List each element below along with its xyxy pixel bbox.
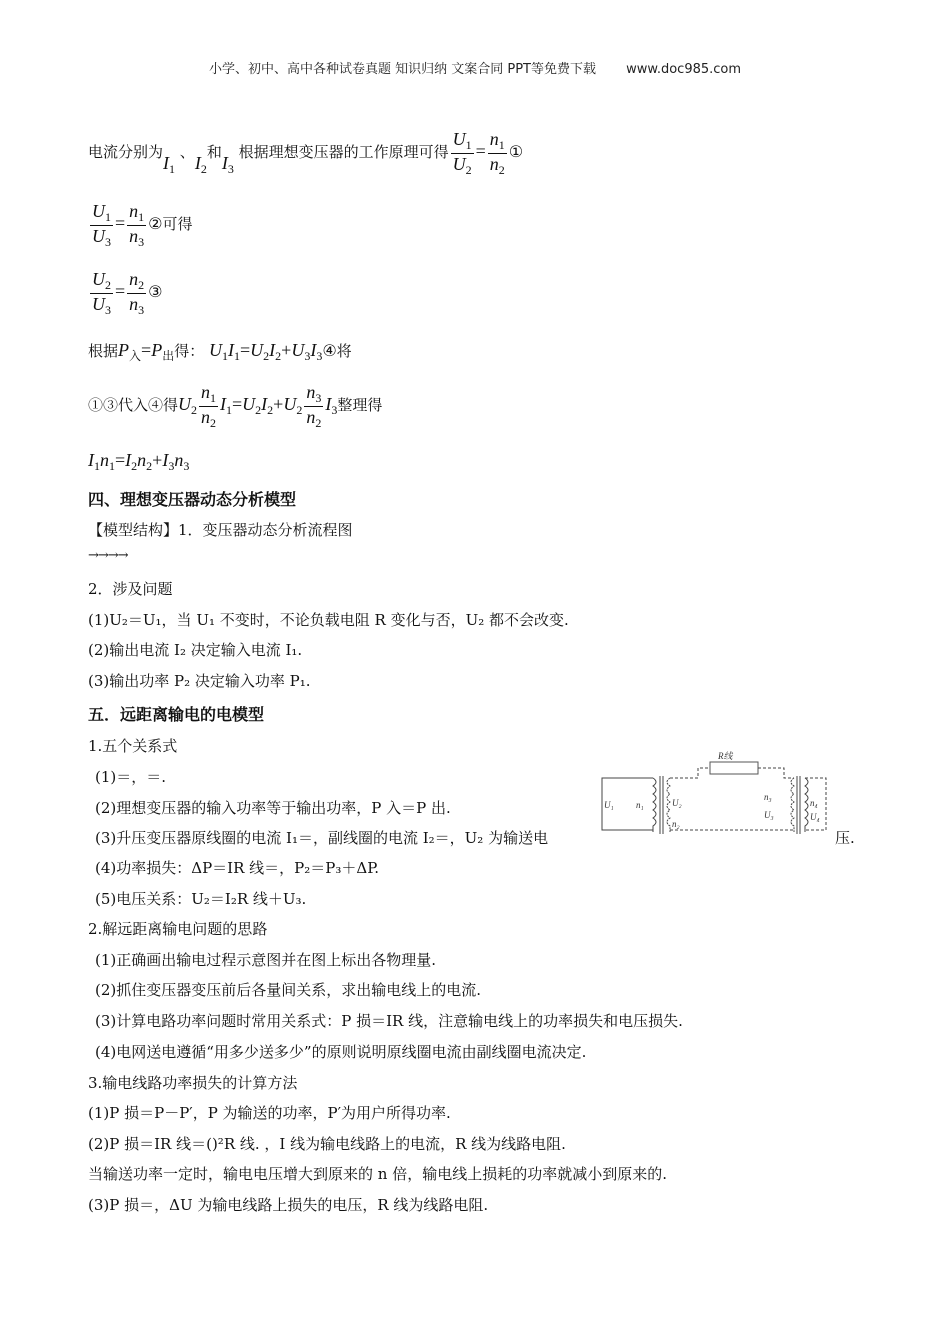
section-4-title: 四、理想变压器动态分析模型 (88, 490, 297, 509)
derivation-line-3: $\frac{U_2}{U_3}$ = $\frac{n_2}{n_3}$ ③ (92, 269, 163, 317)
approach-2: (2)抓住变压器变压前后各量间关系，求出输电线上的电流. (95, 981, 482, 999)
relation-4: (4)功率损失：ΔP＝IR 线＝，P₂＝P₃＋ΔP. (95, 859, 380, 877)
derivation-line-5: ①③代入④得$U_2$ $\frac{n_1}{n_2}$ $I_1=U_2I_2+U_2$ $\frac{n_3}{n_2}$ $I_3$整理得 (88, 382, 383, 430)
approach-1: (1)正确画出输电过程示意图并在图上标出各物理量. (95, 951, 437, 969)
label-n3: n₃ (764, 792, 772, 802)
relation-3-tail: 压. (835, 829, 855, 847)
approach-4: (4)电网送电遵循“用多少送多少”的原则说明原线圈电流由副线圈电流决定. (95, 1043, 587, 1061)
relation-5: (5)电压关系：U₂＝I₂R 线＋U₃. (95, 890, 307, 908)
issue-3: (3)输出功率 P₂ 决定输入功率 P₁. (88, 672, 311, 690)
label-u4: U₄ (810, 812, 820, 822)
label-u2: U₂ (672, 798, 682, 808)
relations-title: 1.五个关系式 (88, 737, 178, 755)
derivation-line-2: $\frac{U_1}{U_3}$ = $\frac{n_1}{n_3}$ ②可得 (92, 201, 193, 249)
header-site-link[interactable]: www.doc985.com (626, 62, 742, 77)
fraction-n1-n2: $\frac{n_1}{n_2}$ (489, 129, 505, 177)
label-u3: U₃ (764, 810, 774, 820)
relation-3: (3)升压变压器原线圈的电流 I₁＝，副线圈的电流 I₂＝，U₂ 为输送电 (95, 829, 549, 847)
fraction-u1-u2: $\frac{U_1}{U_2}$ (452, 129, 472, 177)
label-n4: n₄ (810, 798, 818, 808)
model-structure-line: 【模型结构】1．变压器动态分析流程图 (88, 521, 353, 539)
page-header (0, 58, 950, 77)
header-text: 小学、初中、高中各种试卷真题 知识归纳 文案合同 PPT等免费下载 (208, 62, 596, 77)
issue-2: (2)输出电流 I₂ 决定输入电流 I₁. (88, 641, 303, 659)
loss-method-title: 3.输电线路功率损失的计算方法 (88, 1074, 298, 1092)
loss-method-1: (1)P 损＝P－P′，P 为输送的功率，P′为用户所得功率. (88, 1104, 451, 1122)
section-5-title: 五．远距离输电的电模型 (88, 705, 265, 724)
label-n2: n₂ (672, 819, 680, 829)
power-transmission-diagram (598, 748, 830, 840)
derivation-line-6: $I_1n_1=I_2n_2+I_3n_3$ (88, 450, 190, 473)
label-u1: U₁ (604, 800, 614, 810)
derivation-line-4: 根据$P_入=P_出$得： $U_1I_1=U_2I_2+U_3I_3④$将 (88, 340, 352, 363)
issue-1: (1)U₂＝U₁，当 U₁ 不变时，不论负载电阻 R 变化与否，U₂ 都不会改变. (88, 611, 569, 629)
approach-3: (3)计算电路功率问题时常用关系式：P 损＝IR 线，注意输电线上的功率损失和电压损失. (95, 1012, 683, 1030)
issues-title: 2．涉及问题 (88, 580, 173, 598)
line-resistor (710, 762, 758, 774)
loss-method-2: (2)P 损＝IR 线＝()²R 线. ，I 线为输电线路上的电流，R 线为线路电阻. (88, 1135, 566, 1153)
derivation-line-1: 电流分别为$I_1$ 、$I_2$和$I_3$ 根据理想变压器的工作原理可得 $\frac{U_1}{U_2}$ = $\frac{n_1}{n_2}$ ① (88, 129, 524, 177)
label-r-line: R线 (718, 751, 733, 761)
relation-2: (2)理想变压器的输入功率等于输出功率，P 入＝P 出. (95, 799, 451, 817)
label-n1: n₁ (636, 800, 644, 810)
loss-method-3: (3)P 损＝，ΔU 为输电线路上损失的电压，R 线为线路电阻. (88, 1196, 489, 1214)
loss-method-2b: 当输送功率一定时，输电电压增大到原来的 n 倍，输电线上损耗的功率就减小到原来的. (88, 1165, 667, 1183)
approach-title: 2.解远距离输电问题的思路 (88, 920, 268, 938)
flow-arrows: →→→→ (88, 548, 128, 563)
relation-1: (1)＝，＝. (95, 768, 167, 786)
